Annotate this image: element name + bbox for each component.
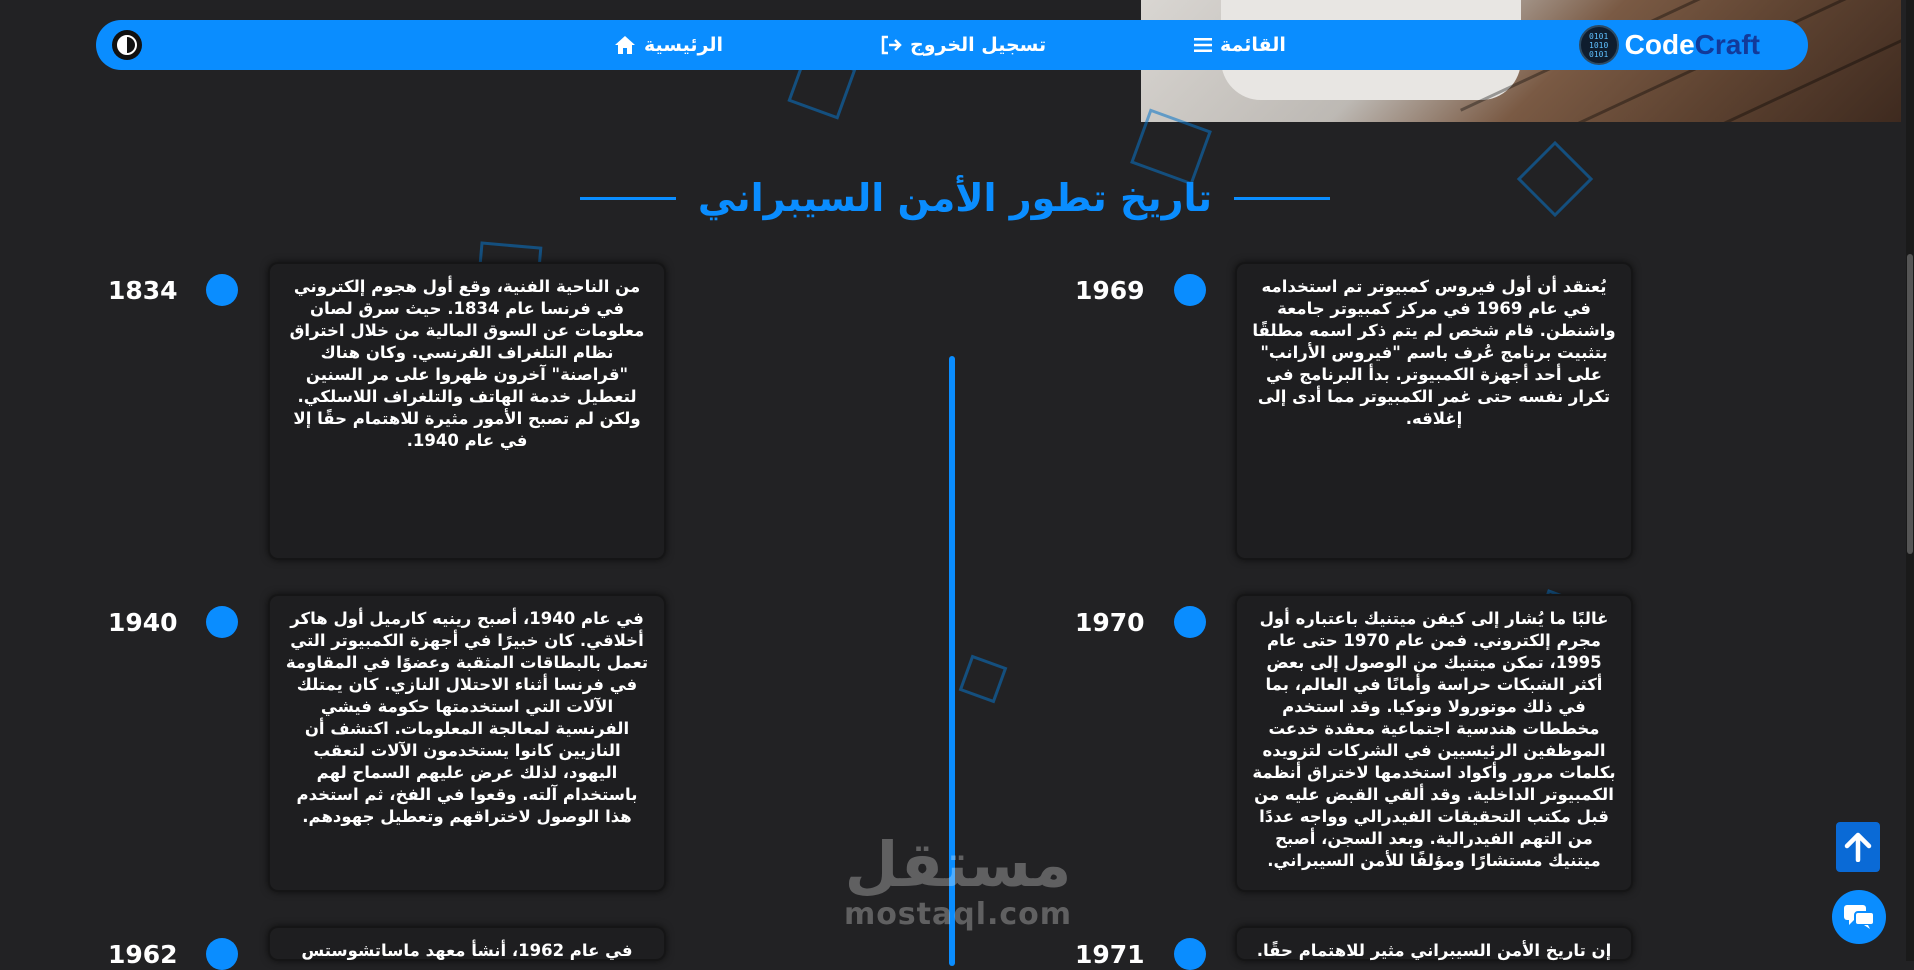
timeline-dot xyxy=(1174,606,1206,638)
page-title: تاريخ تطور الأمن السيبراني xyxy=(697,176,1213,220)
nav-home-link[interactable] xyxy=(614,33,723,57)
timeline-card: غالبًا ما يُشار إلى كيفن ميتنيك باعتباره أول مجرم إلكتروني. فمن عام 1970 حتى عام 1995، تمكن ميتنيك من الوصول إلى بعض أكثر الشبكات حراسة وأمانًا في العالم، بما في ذلك موتورولا ونوكيا. وقد استخدم مخططات هندسية اجتماعية معقدة خدعت الموظفين الرئيسيين في الشركات لتزويده بكلمات مرور وأكواد استخدمها لاختراق أنظمة الكمبيوتر الداخلية. وقد ألقي القبض عليه من قبل مكتب التحقيقات الفيدرالي وواجه عددًا من التهم الفيدرالية. وبعد السجن، أصبح ميتنيك مستشارًا ومؤلفًا للأمن السيبراني. xyxy=(1235,594,1633,892)
timeline-dot xyxy=(1174,938,1206,970)
nav-home-label: الرئيسية xyxy=(644,34,723,56)
timeline-card: في عام 1940، أصبح رينيه كارميل أول هاكر أخلاقي. كان خبيرًا في أجهزة الكمبيوتر التي تعمل بالبطاقات المثقبة وعضوًا في المقاومة في فرنسا أثناء الاحتلال النازي. كان يمتلك الآلات التي استخدمتها حكومة فيشي الفرنسية لمعالجة المعلومات. اكتشف أن النازيين كانوا يستخدمون الآلات لتعقب اليهود، لذلك عرض عليهم السماح لهم باستخدام آلته. وقعوا في الفخ، ثم استخدم هذا الوصول لاختراقهم وتعطيل جهودهم. xyxy=(268,594,666,892)
logo-icon: 0101 1010 0101 xyxy=(1579,25,1619,65)
watermark-english: mostaql.com xyxy=(843,897,1073,932)
timeline-year: 1971 xyxy=(1075,940,1145,969)
nav-menu-link[interactable] xyxy=(1194,33,1286,57)
arrow-up-icon xyxy=(1844,832,1872,862)
timeline-card: في عام 1962، أنشأ معهد ماساتشوستس xyxy=(268,926,666,961)
timeline-year: 1969 xyxy=(1075,276,1145,305)
theme-toggle-icon xyxy=(117,35,137,55)
timeline-year: 1970 xyxy=(1075,608,1145,637)
chat-button[interactable] xyxy=(1832,890,1886,944)
navbar xyxy=(96,20,1808,70)
watermark-arabic: مستقل xyxy=(844,828,1072,901)
logo-text: CodeCraft xyxy=(1624,29,1760,60)
nav-logout-label: تسجيل الخروج xyxy=(910,34,1047,56)
timeline-year: 1834 xyxy=(108,276,178,305)
timeline-dot xyxy=(206,274,238,306)
logout-icon xyxy=(880,35,902,55)
timeline-year: 1962 xyxy=(108,940,178,969)
hamburger-menu-icon xyxy=(1194,37,1212,53)
home-icon xyxy=(614,35,636,55)
title-line-left xyxy=(580,197,676,200)
logo[interactable] xyxy=(1579,24,1760,66)
watermark xyxy=(838,830,1078,930)
title-line-right xyxy=(1234,197,1330,200)
chat-icon xyxy=(1843,903,1875,931)
timeline-card: يُعتقد أن أول فيروس كمبيوتر تم استخدامه في عام 1969 في مركز كمبيوتر جامعة واشنطن. قام شخص لم يتم ذكر اسمه مطلقًا بتثبيت برنامج عُرف باسم "فيروس الأرانب" على أحد أجهزة الكمبيوتر. بدأ البرنامج في تكرار نفسه حتى غمر الكمبيوتر مما أدى إلى إغلاقه. xyxy=(1235,262,1633,560)
decorative-square xyxy=(959,655,1008,704)
theme-toggle-button[interactable] xyxy=(112,30,142,60)
timeline-dot xyxy=(1174,274,1206,306)
timeline-card: من الناحية الفنية، وقع أول هجوم إلكتروني في فرنسا عام 1834. حيث سرق لصان معلومات عن السوق المالية من خلال اختراق نظام التلغراف الفرنسي. وكان هناك "قراصنة" آخرون ظهروا على مر السنين لتعطيل خدمة الهاتف والتلغراف اللاسلكي. ولكن لم تصبح الأمور مثيرة للاهتمام حقًا إلا في عام 1940. xyxy=(268,262,666,560)
section-title xyxy=(580,170,1330,226)
scrollbar-thumb[interactable] xyxy=(1907,254,1913,554)
decorative-square xyxy=(1517,141,1593,217)
timeline-dot xyxy=(206,606,238,638)
page-scrollbar[interactable] xyxy=(1906,0,1914,961)
nav-logout-link[interactable] xyxy=(880,33,1046,57)
scroll-top-button[interactable] xyxy=(1836,822,1880,872)
nav-menu-label: القائمة xyxy=(1220,34,1286,56)
timeline-card: إن تاريخ الأمن السيبراني مثير للاهتمام حقًا. xyxy=(1235,926,1633,961)
timeline-year: 1940 xyxy=(108,608,178,637)
timeline-dot xyxy=(206,938,238,970)
